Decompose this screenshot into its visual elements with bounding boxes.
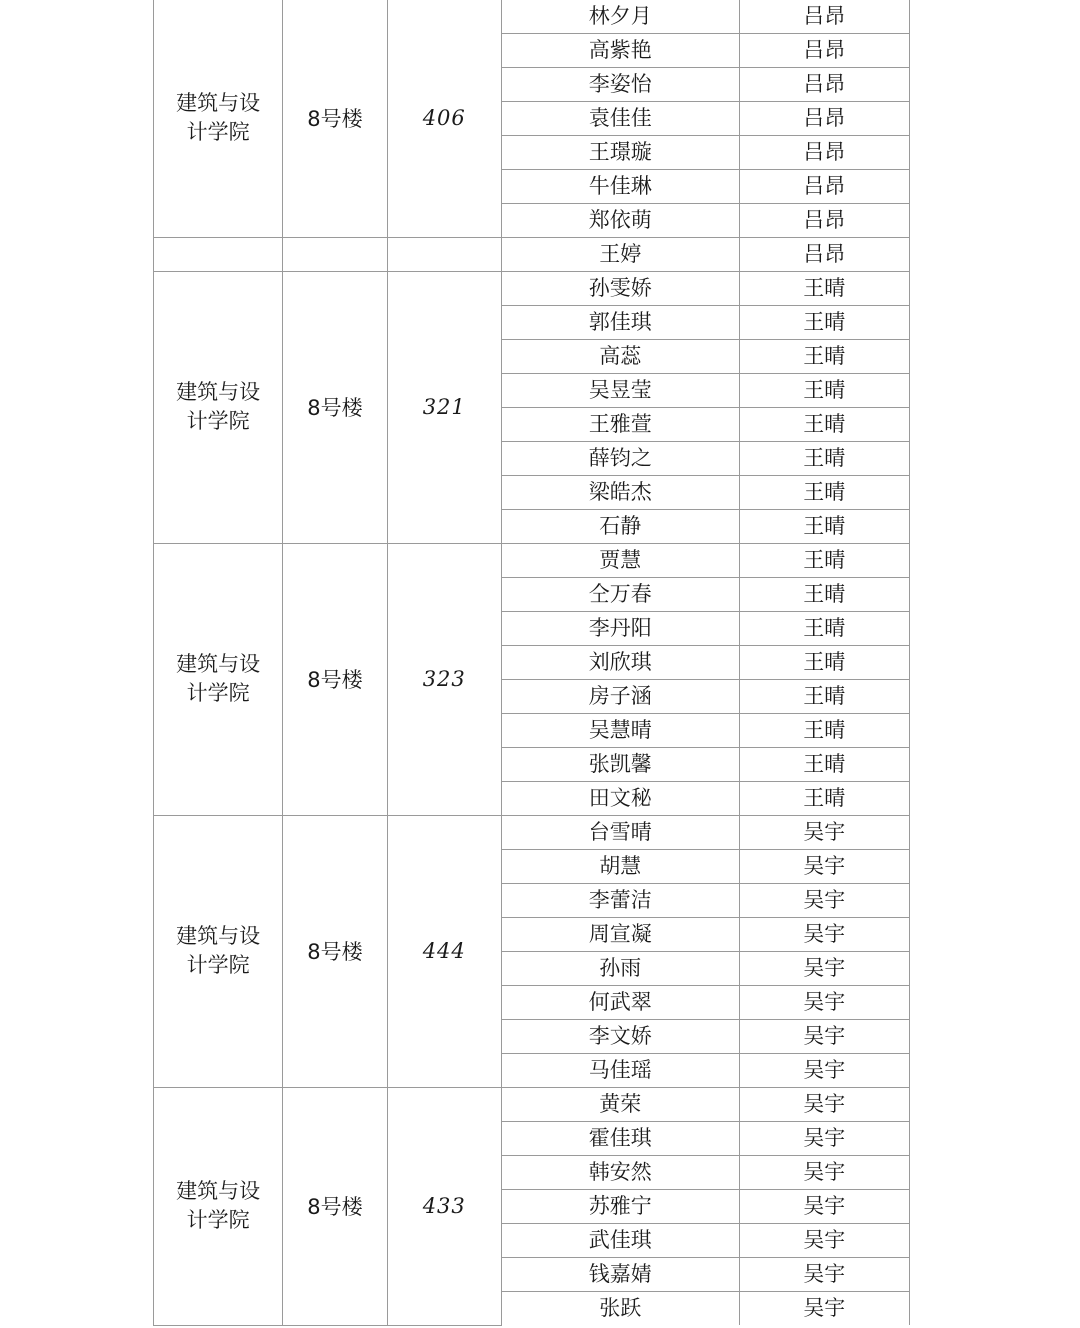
student-name-cell <box>501 679 739 713</box>
teacher-cell <box>739 1257 909 1291</box>
teacher-name: 吴宇 <box>803 1296 846 1321</box>
teacher-name: 吴宇 <box>803 820 846 844</box>
college-cell <box>154 0 283 237</box>
student-name: 仝万春 <box>588 582 652 606</box>
teacher-cell <box>739 917 909 951</box>
student-name-cell <box>501 67 739 101</box>
student-name-cell <box>501 1019 739 1053</box>
teacher-name: 王晴 <box>803 412 846 436</box>
student-name: 王璟璇 <box>588 140 652 164</box>
teacher-cell <box>739 1189 909 1223</box>
teacher-cell <box>739 1053 909 1087</box>
student-name: 王雅萱 <box>588 412 652 436</box>
teacher-name: 吴宇 <box>803 1262 846 1286</box>
student-name: 林夕月 <box>588 4 652 29</box>
teacher-name: 吕昂 <box>803 4 846 29</box>
teacher-name: 吕昂 <box>803 106 846 130</box>
student-name: 黄荣 <box>599 1092 642 1116</box>
table-row <box>154 543 910 577</box>
student-name-cell <box>501 509 739 543</box>
student-name: 高蕊 <box>599 344 642 368</box>
teacher-name: 吴宇 <box>803 854 846 878</box>
teacher-name: 吕昂 <box>803 72 846 96</box>
student-name: 李文娇 <box>588 1024 652 1048</box>
teacher-cell <box>739 339 909 373</box>
teacher-name: 吴宇 <box>803 1092 846 1116</box>
teacher-cell <box>739 577 909 611</box>
room-number: 406 <box>422 106 466 131</box>
teacher-cell <box>739 611 909 645</box>
college-cell <box>154 237 283 271</box>
teacher-name: 吕昂 <box>803 140 846 164</box>
teacher-cell <box>739 543 909 577</box>
student-name-cell <box>501 1155 739 1189</box>
student-name: 袁佳佳 <box>588 106 652 130</box>
teacher-cell <box>739 883 909 917</box>
teacher-name: 王晴 <box>803 548 846 572</box>
student-name: 武佳琪 <box>588 1228 652 1252</box>
building-name: 8号楼 <box>307 396 363 420</box>
teacher-name: 吴宇 <box>803 1194 846 1218</box>
student-name: 孙雨 <box>599 956 642 980</box>
teacher-name: 吕昂 <box>803 242 846 266</box>
roster-body <box>154 0 910 1325</box>
teacher-name: 王晴 <box>803 446 846 470</box>
room-cell <box>387 0 501 237</box>
table-row <box>154 237 910 271</box>
student-name: 田文秘 <box>588 786 652 810</box>
college-name: 建筑与设计学院 <box>176 924 261 977</box>
teacher-name: 王晴 <box>803 718 846 742</box>
teacher-name: 王晴 <box>803 310 846 334</box>
teacher-cell <box>739 67 909 101</box>
college-name: 建筑与设计学院 <box>176 652 261 705</box>
student-name-cell <box>501 577 739 611</box>
student-name: 郑依萌 <box>588 208 652 232</box>
room-number: 321 <box>422 395 466 419</box>
table-row <box>154 1087 910 1121</box>
teacher-name: 王晴 <box>803 378 846 402</box>
teacher-cell <box>739 33 909 67</box>
teacher-name: 吴宇 <box>803 1058 846 1082</box>
student-name: 梁皓杰 <box>588 480 652 504</box>
teacher-name: 王晴 <box>803 752 846 776</box>
student-name-cell <box>501 407 739 441</box>
student-name: 李丹阳 <box>588 616 652 640</box>
building-name: 8号楼 <box>307 940 363 964</box>
college-name: 建筑与设计学院 <box>176 380 261 433</box>
teacher-cell <box>739 985 909 1019</box>
teacher-name: 吴宇 <box>803 956 846 980</box>
student-name: 牛佳琳 <box>588 174 652 198</box>
teacher-name: 王晴 <box>803 344 846 368</box>
student-name-cell <box>501 1121 739 1155</box>
student-name: 吴昱莹 <box>588 378 652 402</box>
student-name-cell <box>501 339 739 373</box>
student-name-cell <box>501 441 739 475</box>
student-name: 台雪晴 <box>588 820 652 844</box>
room-cell <box>387 1087 501 1325</box>
room-number: 323 <box>422 667 466 691</box>
student-name-cell <box>501 543 739 577</box>
student-name-cell <box>501 1053 739 1087</box>
room-number: 433 <box>422 1194 466 1218</box>
student-name-cell <box>501 747 739 781</box>
table-row <box>154 815 910 849</box>
student-name: 何武翠 <box>588 990 652 1014</box>
building-name: 8号楼 <box>307 668 363 692</box>
college-cell <box>154 271 283 543</box>
student-name-cell <box>501 781 739 815</box>
teacher-name: 吕昂 <box>803 208 846 232</box>
teacher-name: 吕昂 <box>803 38 846 62</box>
teacher-cell <box>739 679 909 713</box>
student-name: 张凯馨 <box>588 752 652 776</box>
teacher-name: 吴宇 <box>803 1024 846 1048</box>
teacher-name: 吴宇 <box>803 1228 846 1252</box>
student-name-cell <box>501 951 739 985</box>
student-name-cell <box>501 101 739 135</box>
building-cell <box>283 0 387 237</box>
teacher-name: 王晴 <box>803 514 846 538</box>
teacher-cell <box>739 1019 909 1053</box>
teacher-cell <box>739 475 909 509</box>
student-name-cell <box>501 33 739 67</box>
teacher-cell <box>739 951 909 985</box>
teacher-name: 吴宇 <box>803 990 846 1014</box>
teacher-name: 王晴 <box>803 650 846 674</box>
student-name-cell <box>501 611 739 645</box>
teacher-cell <box>739 169 909 203</box>
student-name-cell <box>501 815 739 849</box>
teacher-name: 吴宇 <box>803 922 846 946</box>
student-name-cell <box>501 985 739 1019</box>
college-name: 建筑与设计学院 <box>176 91 261 145</box>
student-name: 郭佳琪 <box>588 310 652 334</box>
teacher-cell <box>739 781 909 815</box>
student-name-cell <box>501 645 739 679</box>
table-row <box>154 271 910 305</box>
teacher-cell <box>739 849 909 883</box>
student-name: 韩安然 <box>588 1160 652 1184</box>
building-cell <box>283 271 387 543</box>
student-name: 周宣凝 <box>588 922 652 946</box>
college-cell <box>154 1087 283 1325</box>
student-name-cell <box>501 169 739 203</box>
college-name: 建筑与设计学院 <box>176 1179 261 1232</box>
teacher-cell <box>739 101 909 135</box>
student-name-cell <box>501 475 739 509</box>
student-name-cell <box>501 713 739 747</box>
student-name: 胡慧 <box>599 854 642 878</box>
teacher-cell <box>739 203 909 237</box>
room-cell <box>387 815 501 1087</box>
student-name-cell <box>501 373 739 407</box>
teacher-cell <box>739 271 909 305</box>
student-name: 苏雅宁 <box>588 1194 652 1218</box>
teacher-cell <box>739 1291 909 1325</box>
student-name: 李蕾洁 <box>588 888 652 912</box>
room-cell <box>387 271 501 543</box>
room-cell <box>387 237 501 271</box>
teacher-name: 王晴 <box>803 684 846 708</box>
student-name: 高紫艳 <box>588 38 652 62</box>
student-name-cell <box>501 135 739 169</box>
teacher-cell <box>739 1223 909 1257</box>
teacher-name: 吴宇 <box>803 1126 846 1150</box>
student-name-cell <box>501 271 739 305</box>
student-name: 刘欣琪 <box>588 650 652 674</box>
teacher-cell <box>739 815 909 849</box>
building-cell <box>283 237 387 271</box>
student-name-cell <box>501 0 739 33</box>
teacher-cell <box>739 1155 909 1189</box>
college-cell <box>154 815 283 1087</box>
student-name: 吴慧晴 <box>588 718 652 742</box>
college-cell <box>154 543 283 815</box>
student-name-cell <box>501 305 739 339</box>
student-name: 王婷 <box>599 242 642 266</box>
teacher-name: 王晴 <box>803 616 846 640</box>
student-name-cell <box>501 1087 739 1121</box>
student-name-cell <box>501 917 739 951</box>
student-name: 房子涵 <box>588 684 652 708</box>
building-cell <box>283 815 387 1087</box>
teacher-cell <box>739 645 909 679</box>
table-row <box>154 0 910 33</box>
teacher-cell <box>739 0 909 33</box>
teacher-cell <box>739 135 909 169</box>
teacher-cell <box>739 441 909 475</box>
teacher-cell <box>739 1087 909 1121</box>
student-name-cell <box>501 883 739 917</box>
room-number: 444 <box>422 939 466 963</box>
teacher-name: 吴宇 <box>803 888 846 912</box>
room-cell <box>387 543 501 815</box>
student-name-cell <box>501 237 739 271</box>
building-cell <box>283 543 387 815</box>
student-name: 贾慧 <box>599 548 642 572</box>
teacher-name: 吕昂 <box>803 174 846 198</box>
building-name: 8号楼 <box>307 1195 363 1219</box>
teacher-cell <box>739 747 909 781</box>
teacher-name: 王晴 <box>803 786 846 810</box>
student-name-cell <box>501 1291 739 1325</box>
dormitory-roster-table <box>153 0 910 1326</box>
building-name: 8号楼 <box>307 107 363 132</box>
student-name: 石静 <box>599 514 642 538</box>
student-name: 薛钧之 <box>588 446 652 470</box>
student-name: 李姿怡 <box>588 72 652 96</box>
student-name-cell <box>501 849 739 883</box>
student-name-cell <box>501 203 739 237</box>
student-name: 张跃 <box>599 1296 642 1321</box>
teacher-name: 王晴 <box>803 480 846 504</box>
teacher-cell <box>739 407 909 441</box>
teacher-cell <box>739 509 909 543</box>
student-name-cell <box>501 1223 739 1257</box>
teacher-cell <box>739 373 909 407</box>
teacher-name: 王晴 <box>803 276 846 300</box>
student-name: 孙雯娇 <box>588 276 652 300</box>
teacher-cell <box>739 237 909 271</box>
student-name-cell <box>501 1189 739 1223</box>
student-name-cell <box>501 1257 739 1291</box>
student-name: 霍佳琪 <box>588 1126 652 1150</box>
teacher-cell <box>739 713 909 747</box>
student-name: 钱嘉婧 <box>588 1262 652 1286</box>
teacher-cell <box>739 305 909 339</box>
teacher-name: 王晴 <box>803 582 846 606</box>
student-name: 马佳瑶 <box>588 1058 652 1082</box>
building-cell <box>283 1087 387 1325</box>
teacher-name: 吴宇 <box>803 1160 846 1184</box>
teacher-cell <box>739 1121 909 1155</box>
